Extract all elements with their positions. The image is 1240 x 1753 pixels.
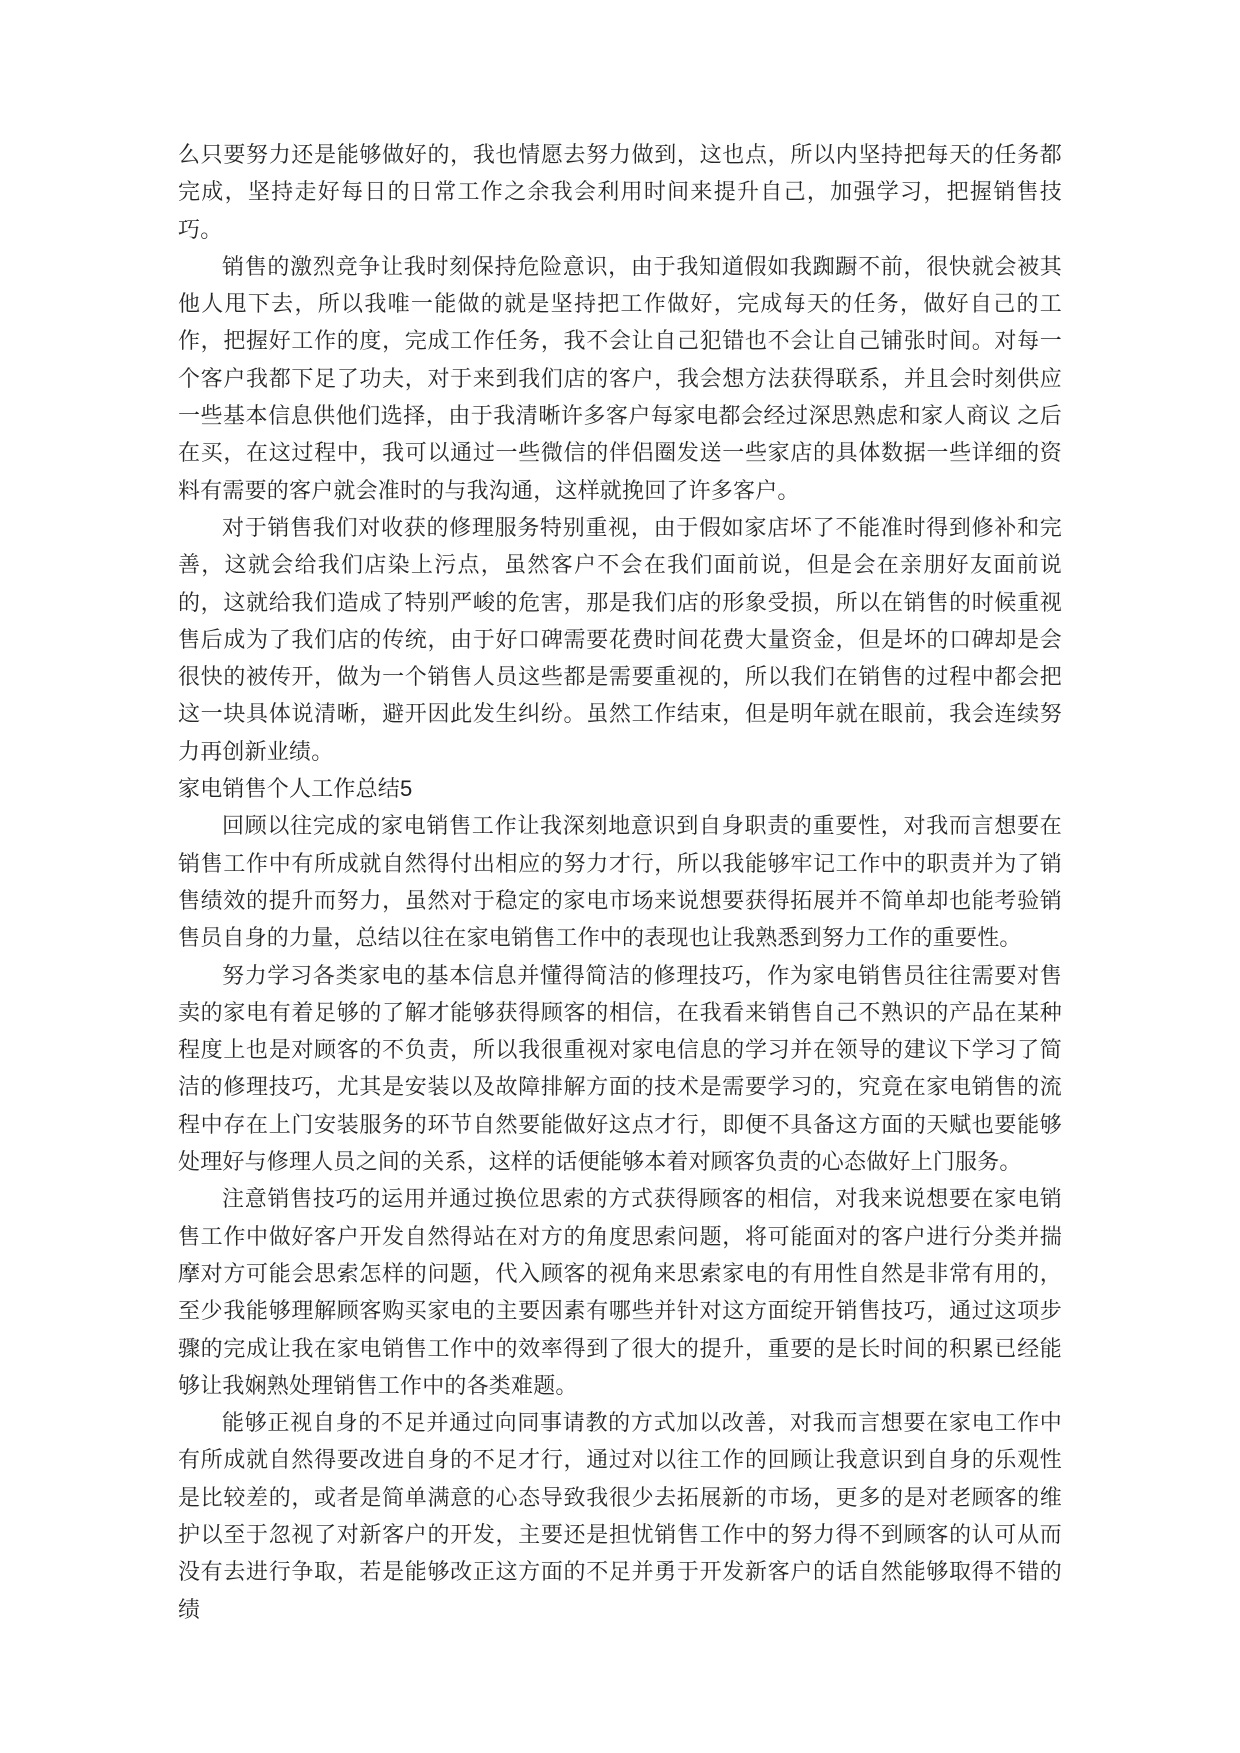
body-paragraph: 销售的激烈竞争让我时刻保持危险意识，由于我知道假如我踟蹰不前，很快就会被其他人甩下去，所以我唯一能做的就是坚持把工作做好，完成每天的任务，做好自己的工作，把握好工作的度，完成工作任务，我不会让自己犯错也不会让自己铺张时间。对每一个客户我都下足了功夫，对于来到我们店的客户，我会想方法获得联系，并且会时刻供应一些基本信息供他们选择，由于我清晰许多客户每家电都会经过深思熟虑和家人商议 之后在买，在这过程中，我可以通过一些微信的伴侣圈发送一些家店的具体数据一些详细的资料有需要的客户就会准时的与我沟通，这样就挽回了许多客户。 <box>178 253 1062 503</box>
document-body <box>178 136 1062 1628</box>
body-paragraph: 回顾以往完成的家电销售工作让我深刻地意识到自身职责的重要性，对我而言想要在销售工作中有所成就自然得付出相应的努力才行，所以我能够牢记工作中的职责并为了销售绩效的提升而努力，虽然对于稳定的家电市场来说想要获得拓展并不简单却也能考验销售员自身的力量，总结以往在家电销售工作中的表现也让我熟悉到努力工作的重要性。 <box>178 813 1062 951</box>
body-paragraph: 对于销售我们对收获的修理服务特别重视，由于假如家店坏了不能准时得到修补和完善，这就会给我们店染上污点，虽然客户不会在我们面前说，但是会在亲朋好友面前说的，这就给我们造成了特别严峻的危害，那是我们店的形象受损，所以在销售的时候重视售后成为了我们店的传统，由于好口碑需要花费时间花费大量资金，但是坏的口碑却是会很快的被传开，做为一个销售人员这些都是需要重视的，所以我们在销售的过程中都会把这一块具体说清晰，避开因此发生纠纷。虽然工作结束，但是明年就在眼前，我会连续努力再创新业绩。 <box>178 514 1062 764</box>
body-paragraph: 能够正视自身的不足并通过向同事请教的方式加以改善，对我而言想要在家电工作中有所成就自然得要改进自身的不足才行，通过对以往工作的回顾让我意识到自身的乐观性是比较差的，或者是简单满意的心态导致我很少去拓展新的市场，更多的是对老顾客的维护以至于忽视了对新客户的开发，主要还是担忧销售工作中的努力得不到顾客的认可从而没有去进行争取，若是能够改正这方面的不足并勇于开发新客户的话自然能够取得不错的绩 <box>178 1410 1062 1622</box>
body-paragraph: 注意销售技巧的运用并通过换位思索的方式获得顾客的相信，对我来说想要在家电销售工作中做好客户开发自然得站在对方的角度思索问题，将可能面对的客户进行分类并揣摩对方可能会思索怎样的问题，代入顾客的视角来思索家电的有用性自然是非常有用的，至少我能够理解顾客购买家电的主要因素有哪些并针对这方面绽开销售技巧，通过这项步骤的完成让我在家电销售工作中的效率得到了很大的提升，重要的是长时间的积累已经能够让我娴熟处理销售工作中的各类难题。 <box>178 1186 1062 1398</box>
section-heading: 家电销售个人工作总结5 <box>178 776 413 802</box>
body-paragraph: 努力学习各类家电的基本信息并懂得简洁的修理技巧，作为家电销售员往往需要对售卖的家电有着足够的了解才能够获得顾客的相信，在我看来销售自己不熟识的产品在某种程度上也是对顾客的不负责，所以我很重视对家电信息的学习并在领导的建议下学习了简洁的修理技巧，尤其是安装以及故障排解方面的技术是需要学习的，究竟在家电销售的流程中存在上门安装服务的环节自然要能做好这点才行，即便不具备这方面的天赋也要能够处理好与修理人员之间的关系，这样的话便能够本着对顾客负责的心态做好上门服务。 <box>178 962 1062 1175</box>
body-paragraph: 么只要努力还是能够做好的，我也情愿去努力做到，这也点，所以内坚持把每天的任务都完成，坚持走好每日的日常工作之余我会利用时间来提升自己，加强学习，把握销售技巧。 <box>178 142 1062 242</box>
